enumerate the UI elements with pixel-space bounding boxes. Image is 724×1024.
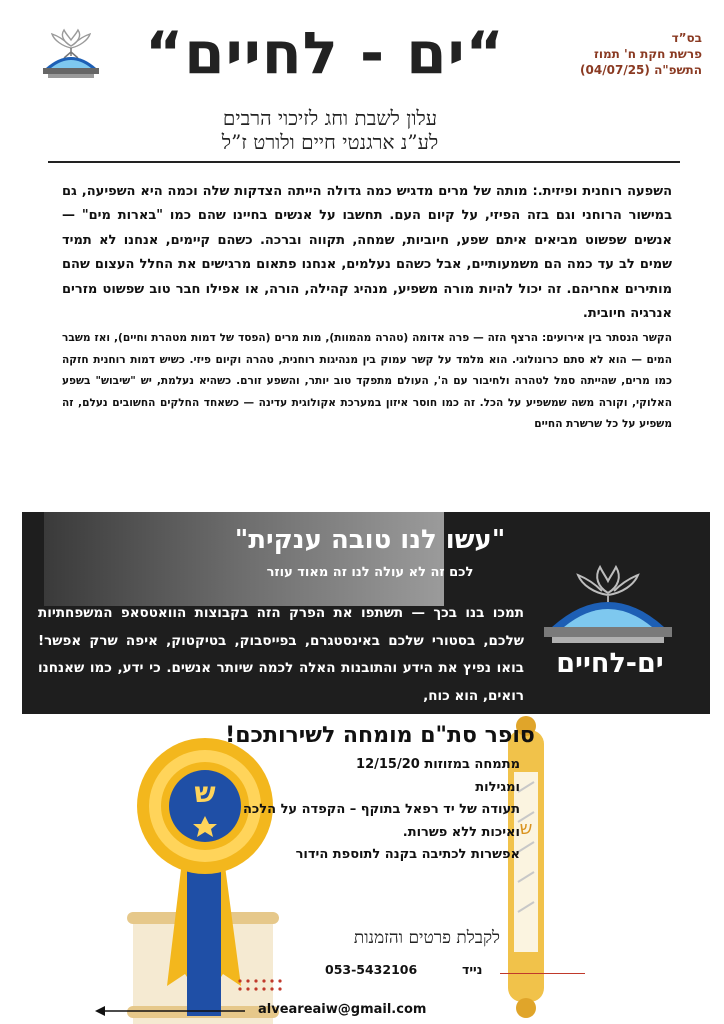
ad-line: ומגילות [475, 779, 520, 795]
ad-line: אפשרות לכתיבה בקנה לתוספת הידור [295, 847, 520, 862]
date-label: התשפ"ה (04/07/25) [580, 63, 702, 77]
phone-label: נייד [462, 962, 483, 977]
issue-meta [532, 30, 702, 78]
ad-details [242, 754, 520, 867]
parasha-label: פרשת חקת ח' תמוז [594, 47, 702, 61]
page-title: “ים - לחיים“ [145, 19, 505, 87]
bsd-label: בס”ד [671, 31, 702, 45]
banner-subtitle: לכם זה לא עולה לנו זה מאוד עוזר [266, 565, 474, 580]
banner-title: "עשו לנו טובה ענקית" [234, 525, 506, 555]
logo-icon [38, 22, 104, 84]
subtitle-line-2: לע”נ ארגנטי חיים ולורט ז”ל [221, 130, 439, 154]
ad-title: סופר סת"ם מומחה לשירותכם! [225, 723, 535, 748]
subtitle-line-1: עלון לשבת וחג לזיכוי הרבים [222, 106, 438, 130]
banner-text: תמכו בנו בכך — תשתפו את הפרק הזה בקבוצות הוואטסאפ המשפחתיות שלכם, בסטורי שלכם באינסטגרם, בפייסבוק, בטיקטוק, איפה שרק אפשר! בואו נפיץ את הידע והתובנות האלה לכמה שיותר אנשים. כי ידע, כמו שאנחנו רואים, הוא כוח, [38, 605, 524, 704]
ad-line: תעודה של יד רפאל בתוקף – הקפדה על הלכה [242, 802, 520, 817]
dots-decoration [236, 977, 286, 997]
divider [48, 161, 680, 163]
phone-number[interactable]: 053-5432106 [325, 962, 418, 977]
phone-underline [500, 973, 585, 974]
article [62, 180, 672, 436]
svg-text:ש: ש [519, 818, 533, 839]
email-link[interactable]: alveareaiw@gmail.com [258, 1002, 427, 1017]
banner-logo-icon [532, 555, 684, 645]
ad-line: מתמחה במזוזות 12/15/20 [356, 757, 520, 772]
ad-line: ואיכות ללא פשרות. [402, 824, 520, 840]
contact-title: לקבלת פרטים והזמנות [353, 928, 500, 948]
article-lead-paragraph: השפעה רוחנית ופיזית.: מותה של מרים מדגיש כמה גדולה הייתה הצדקות שלה וכמה היא השפיעה, גם במישור הרוחני וגם בזה הפיזי, על קיום העם. תחשבו על אנשים בחיינו שהם כמו "בארות מים" — אנשים שפשוט מביאים איתם שפע, חיוביות, שמחה, תקווה וברכה. כשהם קיימים, אנחנו לא תמיד שמים לב עד כמה הם משמעותיים, אבל כשהם נעלמים, אנחנו פתאום מרגישים את החלל העצום שהם מותירים אחריהם. זה יכול להיות מורה משפיע, מנהיג קהילה, הורה, או אפילו חבר טוב שפשוט מזרים אנרגיה חיובית. [62, 184, 672, 322]
article-body-paragraph: הקשר הנסתר בין אירועים: הרצף הזה — פרה אדומה (טהרה מהמוות), מות מרים (הפסד של דמות מטהרת וחיים), ואז משבר המים — הוא לא סתם כרונולוגי. הוא מלמד על קשר עמוק בין מנהיגות רוחנית, טהרה וקיום פיזי. כשיש דמות רוחנית חזקה כמו מרים, שהייתה סמל לטהרה ולחיבור עם ה', העולם מתפקד טוב יותר, והשפע זורם. כשהיא נעלמת, יש "שיבוש" בשפע האלוקי, וקורה משה שמשפיע על הכל. זה כמו חוסר איזון במערכת אקולוגית עדינה — כשאחד החלקים החשובים נעלם, זה משפיע על כל שרשרת החיים [62, 332, 672, 431]
subtitle [120, 106, 540, 154]
arrow-left-icon [95, 1005, 245, 1017]
banner-logo-label: ים-לחיים [556, 648, 664, 679]
badge-letter: ש [194, 776, 216, 809]
